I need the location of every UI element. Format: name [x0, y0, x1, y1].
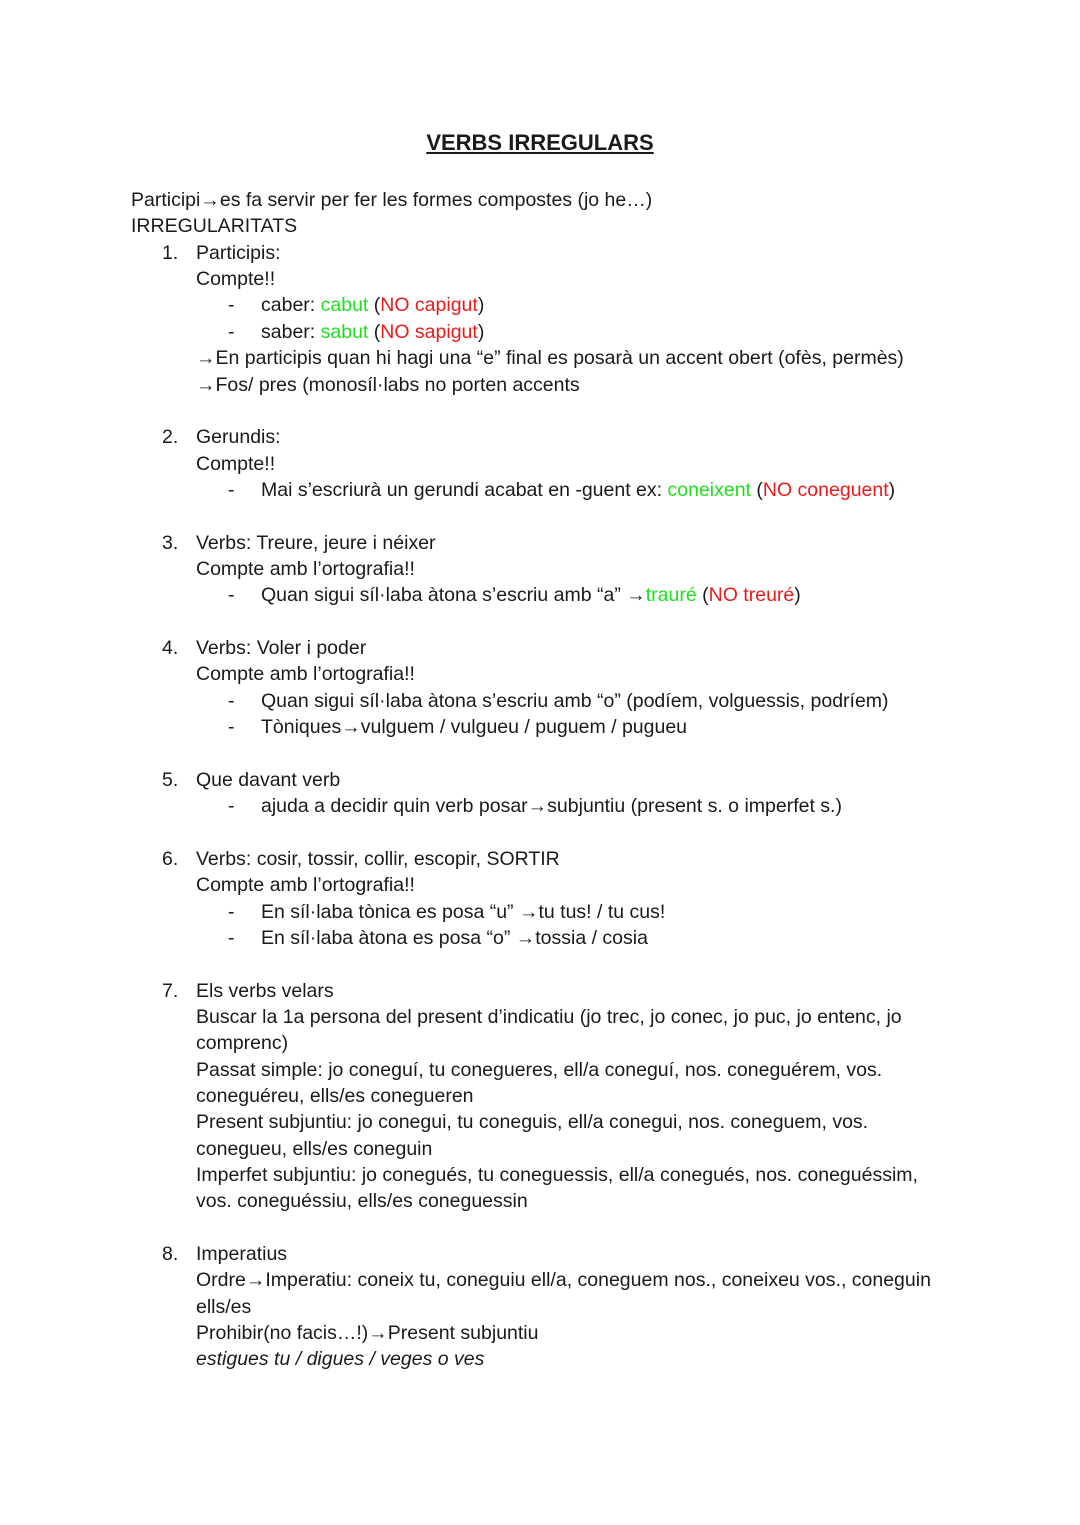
- bullet-atona: Quan sigui síl·laba àtona s’escriu amb “a” →trauré (NO treuré): [261, 584, 801, 606]
- correct-form: trauré: [645, 584, 697, 606]
- bullet-item: En síl·laba tònica es posa “u” →tu tus! / tu cus!: [261, 901, 666, 923]
- section-number: 3.: [162, 532, 179, 554]
- caber-label: caber:: [261, 294, 321, 316]
- section-heading: Verbs: Treure, jeure i néixer: [196, 532, 436, 554]
- bullet-dash: -: [228, 479, 235, 501]
- bullet-item: Tòniques→vulguem / vulgueu / puguem / pugueu: [261, 716, 688, 738]
- section-number: 5.: [162, 769, 179, 791]
- section-heading: Els verbs velars: [196, 980, 334, 1002]
- wrong-form: NO capigut: [380, 294, 478, 316]
- paragraph-line: conegueu, ells/es coneguin: [196, 1138, 433, 1160]
- bullet-item: En síl·laba àtona es posa “o” →tossia / cosia: [261, 927, 648, 949]
- paragraph: Buscar la 1a persona del present d’indicatiu (jo trec, jo conec, jo puc, jo entenc, jo comprenc): [196, 1006, 902, 1054]
- compte-note: Compte!!: [196, 453, 276, 475]
- compte-note: Compte amb l’ortografia!!: [196, 874, 415, 896]
- intro-participi: Participi→es fa servir per fer les formes compostes (jo he…): [131, 189, 653, 211]
- section-number: 2.: [162, 426, 179, 448]
- bullet-dash: -: [228, 927, 235, 949]
- note-line: →Fos/ pres (monosíl·labs no porten accents: [196, 374, 580, 396]
- bullet-caber: caber: cabut (NO capigut): [261, 294, 485, 316]
- bullet-dash: -: [228, 716, 235, 738]
- paragraph-line: coneguéreu, ells/es conegueren: [196, 1085, 474, 1107]
- wrong-form: NO treuré: [708, 584, 795, 606]
- bullet-text: Quan sigui síl·laba àtona s’escriu amb “a” →: [261, 584, 646, 606]
- compte-note: Compte amb l’ortografia!!: [196, 663, 415, 685]
- bullet-dash: -: [228, 795, 235, 817]
- intro-irregularitats: IRREGULARITATS: [131, 215, 298, 237]
- examples-line: estigues tu / digues / veges o ves: [196, 1348, 485, 1370]
- section-heading: Verbs: Voler i poder: [196, 637, 367, 659]
- paragraph-line: Ordre→Imperatiu: coneix tu, coneguiu ell/a, coneguem nos., coneixeu vos., coneguin: [196, 1269, 931, 1291]
- note-line: →En participis quan hi hagi una “e” final es posarà un accent obert (ofès, permès): [196, 347, 904, 369]
- bullet-gerundi: Mai s’escriurà un gerundi acabat en -guent ex: coneixent (NO coneguent): [261, 479, 896, 501]
- paragraph-line: ells/es: [196, 1296, 252, 1318]
- page-title: VERBS IRREGULARS: [426, 130, 654, 155]
- paragraph-line: Prohibir(no facis…!)→Present subjuntiu: [196, 1322, 539, 1344]
- bullet-dash: -: [228, 584, 235, 606]
- section-number: 1.: [162, 242, 179, 264]
- section-number: 4.: [162, 637, 179, 659]
- section-heading: Gerundis:: [196, 426, 281, 448]
- correct-form: sabut: [320, 321, 369, 343]
- bullet-saber: saber: sabut (NO sapigut): [261, 321, 485, 343]
- wrong-form: NO sapigut: [380, 321, 478, 343]
- section-heading: Verbs: cosir, tossir, collir, escopir, SORTIR: [196, 848, 560, 870]
- paragraph-line: Imperfet subjuntiu: jo conegués, tu coneguessis, ell/a conegués, nos. coneguéssim,: [196, 1164, 918, 1186]
- saber-label: saber:: [261, 321, 321, 343]
- section-heading: Que davant verb: [196, 769, 341, 791]
- bullet-dash: -: [228, 294, 235, 316]
- paragraph-line: vos. coneguéssiu, ells/es coneguessin: [196, 1190, 528, 1212]
- paragraph-line: Passat simple: jo coneguí, tu conegueres, ell/a coneguí, nos. coneguérem, vos.: [196, 1059, 883, 1081]
- bullet-item: Quan sigui síl·laba àtona s’escriu amb “o” (podíem, volguessis, podríem): [261, 690, 889, 712]
- correct-form: cabut: [320, 294, 369, 316]
- bullet-item: ajuda a decidir quin verb posar→subjuntiu (present s. o imperfet s.): [261, 795, 842, 817]
- wrong-form: NO coneguent: [762, 479, 889, 501]
- section-heading: Participis:: [196, 242, 281, 264]
- correct-form: coneixent: [667, 479, 751, 501]
- bullet-dash: -: [228, 901, 235, 923]
- compte-note: Compte!!: [196, 268, 276, 290]
- bullet-text: Mai s’escriurà un gerundi acabat en -guent ex:: [261, 479, 668, 501]
- section-heading: Imperatius: [196, 1243, 288, 1265]
- section-number: 7.: [162, 980, 179, 1002]
- paragraph-line: Present subjuntiu: jo conegui, tu coneguis, ell/a conegui, nos. coneguem, vos.: [196, 1111, 869, 1133]
- section-number: 8.: [162, 1243, 179, 1265]
- compte-note: Compte amb l’ortografia!!: [196, 558, 415, 580]
- section-number: 6.: [162, 848, 179, 870]
- bullet-dash: -: [228, 690, 235, 712]
- bullet-dash: -: [228, 321, 235, 343]
